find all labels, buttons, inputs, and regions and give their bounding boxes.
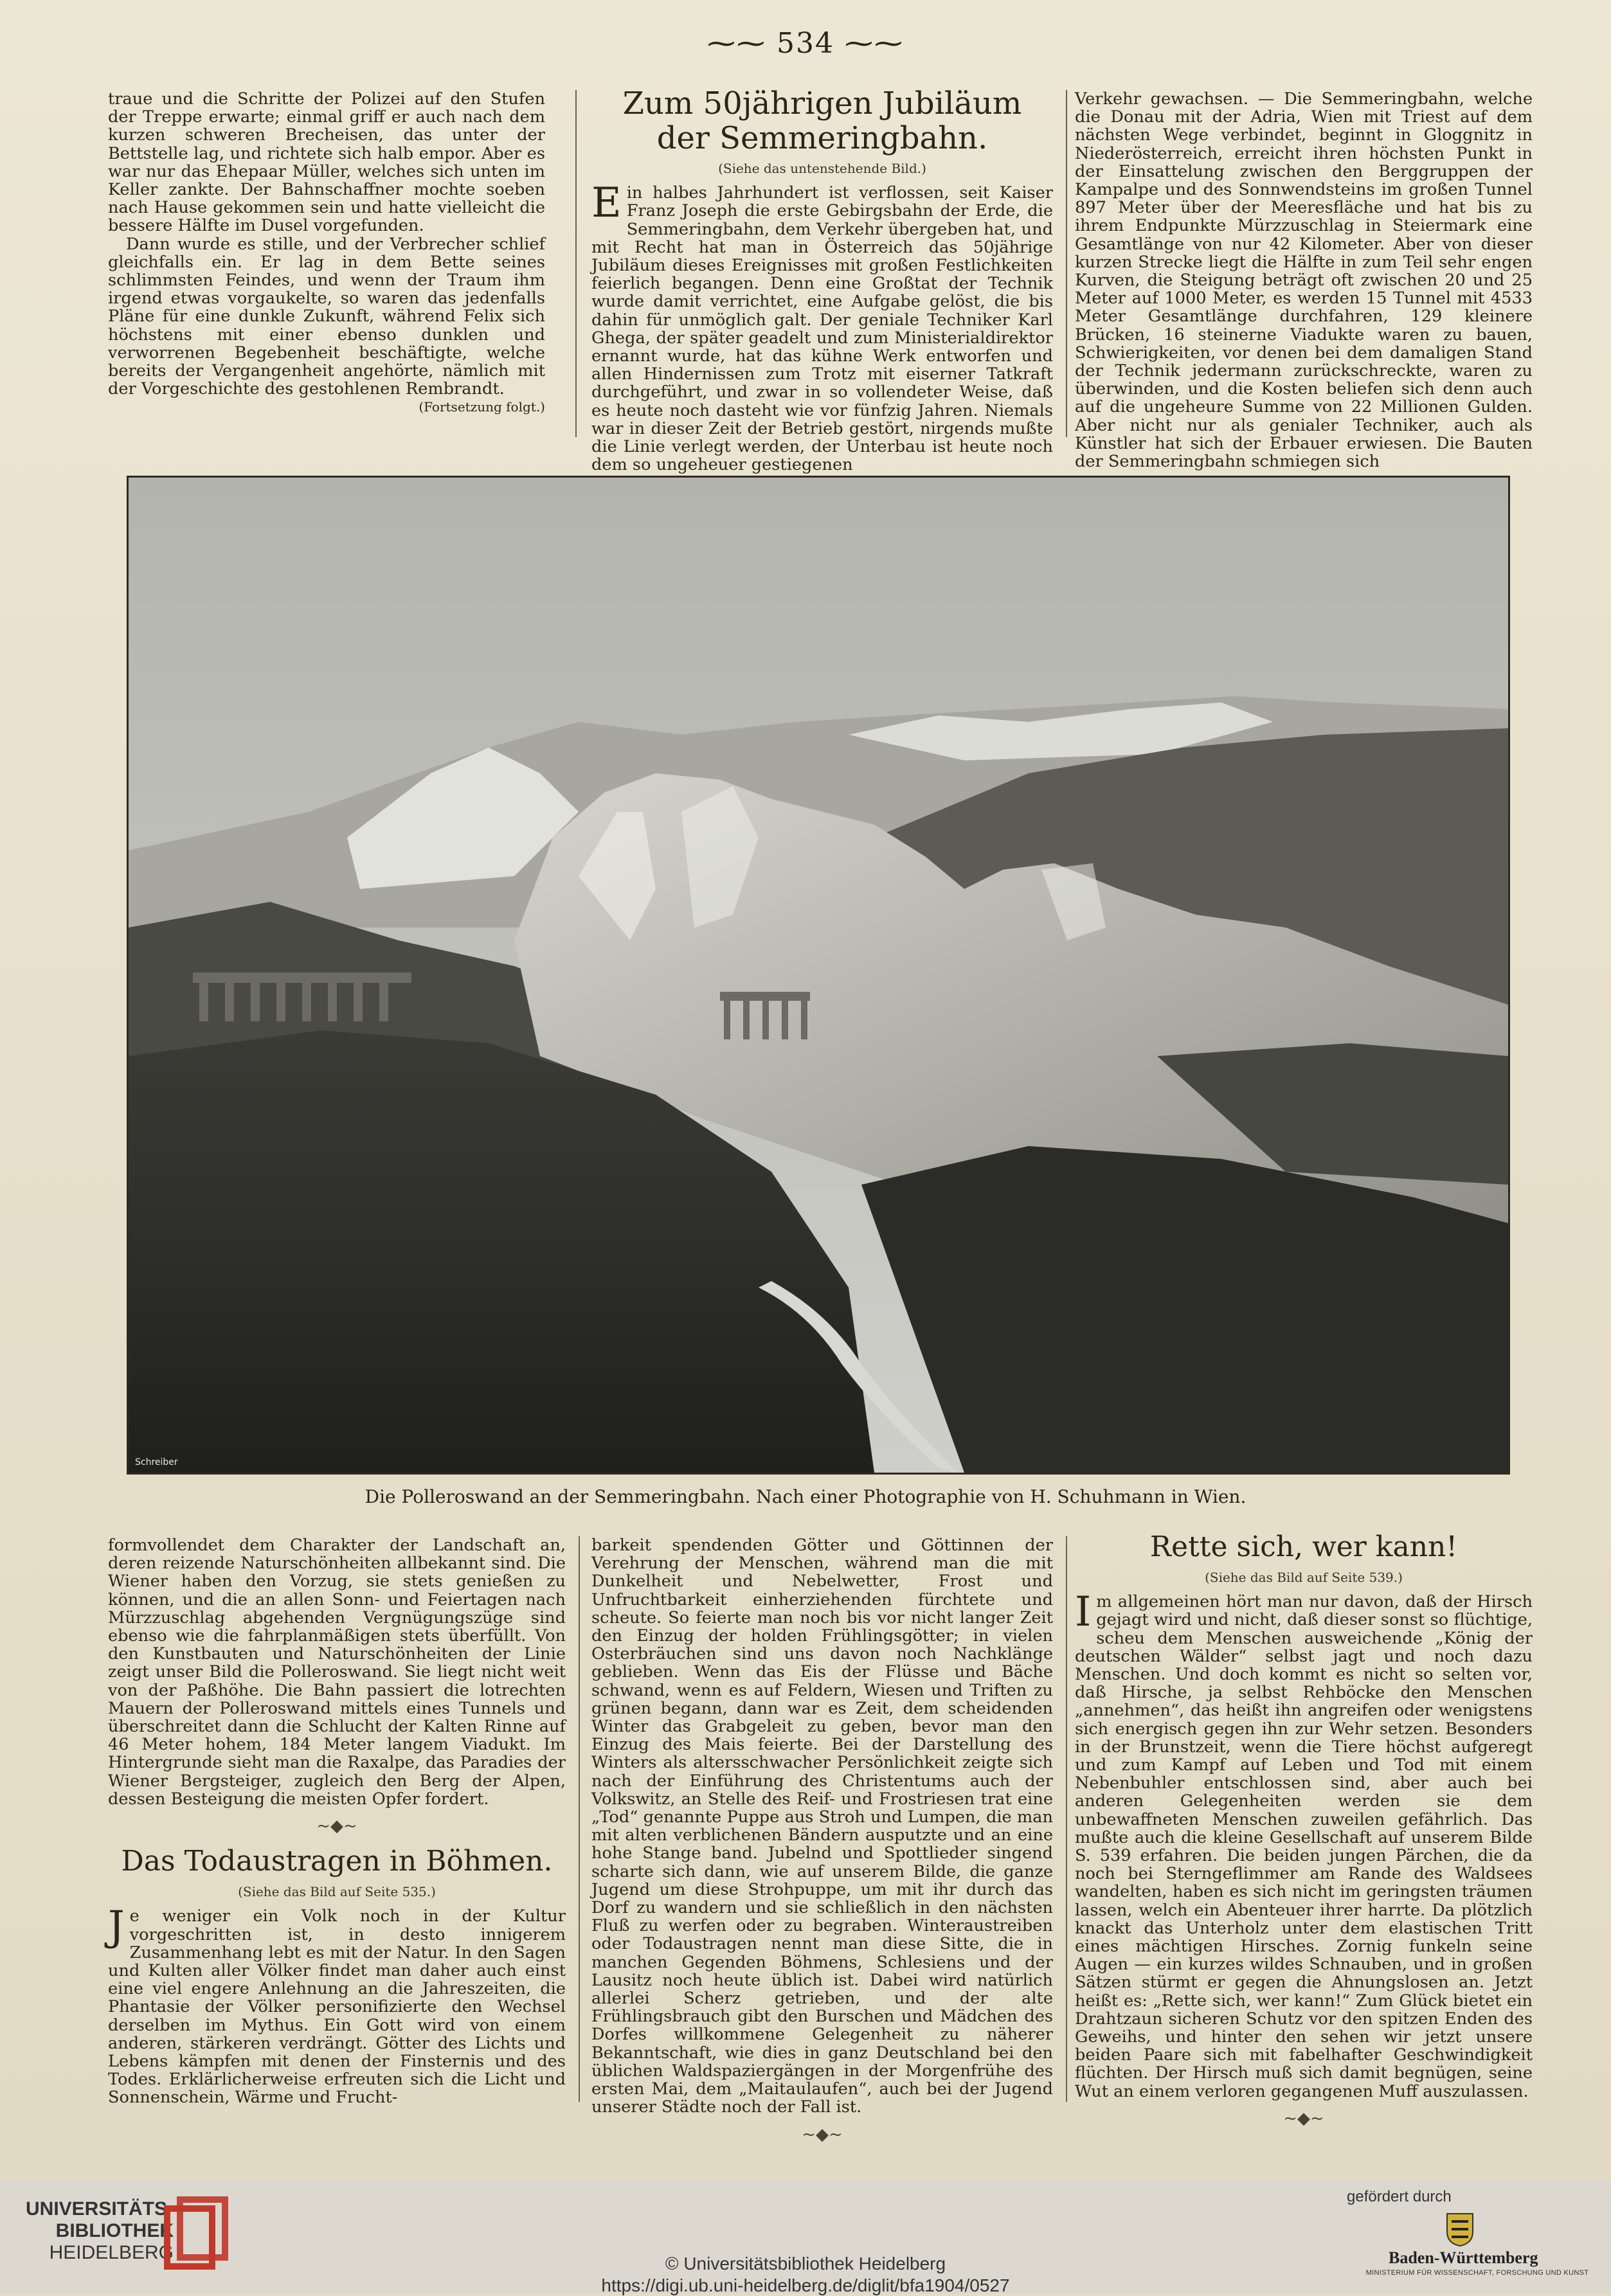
permalink-url[interactable]: https://digi.ub.uni-heidelberg.de/diglit/bfa1904/0527	[601, 2275, 1010, 2295]
dropcap: E	[591, 179, 622, 228]
funded-by-label: gefördert durch	[1347, 2188, 1452, 2205]
ornament-divider: ~◆~	[316, 1816, 357, 1836]
dropcap: I	[1075, 1588, 1092, 1637]
column-rule	[575, 90, 577, 437]
copyright-notice: © Universitätsbibliothek Heidelberg	[665, 2254, 946, 2274]
article-text: m allgemeinen hört man nur davon, daß der Hirsch gejagt wird und nicht, daß dieser sonst so flüchtige, scheu dem Menschen ausweichende „König der deutschen Wälder“ selbst jagt und noch dazu Menschen. Und doch kommt es nicht so selten vor, daß Hirsche, ja selbst Rehböcke den Menschen „annehmen“, das heißt ihn angreifen oder wenigstens sich energisch gegen ihn zur Wehr setzen. Besonders in der Brunstzeit, wenn die Tiere höchst aufgeregt und zum Kampf auf Leben und Tod mit einem Nebenbuhler entschlossen sind, aber auch bei anderen Gelegenheiten werden sie dem unbewaffneten Menschen zuweilen gefährlich. Das mußte auch die kleine Gesellschaft auf unserem Bilde S. 539 erfahren. Die beiden jungen Pärchen, die da noch bei Sterngeflimmer am Rande des Waldsees wandelten, haben es sich nicht im geringsten träumen lassen, welch ein Abenteuer ihrer harrte. Da plötzlich knackt das Unterholz unter dem elastischen Tritt eines mächtigen Hirsches. Zornig funkeln seine Augen — ein kurzes wildes Schnauben, und in großen Sätzen stürmt er gegen die Ahnungslosen an. Jetzt heißt es: „Rette sich, wer kann!“ Zum Glück bietet ein Drahtzaun sicheren Schutz vor den spitzen Enden des Geweihs, und hinter den sehen wir jetzt unsere beiden Paare sich mit fabelhafter Geschwindigkeit flüchten. Der Hirsch muß sich damit begnügen, seine Wut an einem verloren gegangenen Muff auszulassen.	[1075, 1592, 1533, 2101]
landscape-illustration	[129, 478, 1508, 1473]
column-top-left	[108, 90, 545, 417]
article-title-todaustragen: Das Todaustragen in Böhmen.	[121, 1845, 553, 1878]
ornament-left: ⁓⁓	[707, 27, 777, 60]
article-title-semmering: Zum 50jährigen Jubiläum der Semmeringbahn.	[622, 85, 1022, 156]
ornament-divider: ~◆~	[1283, 2108, 1324, 2128]
ornament-right: ⁓⁓	[834, 27, 904, 60]
article-title-rette: Rette sich, wer kann!	[1149, 1530, 1458, 1563]
coat-of-arms-icon	[1437, 2211, 1482, 2247]
see-note: (Siehe das untenstehende Bild.)	[718, 161, 926, 176]
column-rule	[579, 1536, 580, 2102]
page-number: ⁓⁓ 534 ⁓⁓	[707, 27, 904, 60]
library-logo-text[interactable]: UNIVERSITÄTS- BIBLIOTHEK HEIDELBERG	[25, 2198, 174, 2263]
continued-note: (Fortsetzung folgt.)	[419, 399, 545, 415]
funder-subtitle: MINISTERIUM FÜR WISSENSCHAFT, FORSCHUNG UND KUNST	[1365, 2269, 1589, 2277]
funder-name: Baden-Württemberg	[1389, 2248, 1538, 2267]
photo-caption: Die Polleroswand an der Semmeringbahn. Nach einer Photographie von H. Schuhmann in Wien.	[364, 1486, 1246, 1507]
ornament-divider: ~◆~	[802, 2124, 843, 2144]
photograph-polleroswand	[127, 476, 1510, 1475]
article-text: formvollendet dem Charakter der Landschaft an, deren reizende Naturschönheiten allbekannt sind. Die Wiener haben den Vorzug, sie stets genießen zu können, und die an allen Sonn- und Feiertagen nach Mürzzuschlag abgehenden Vergnügungszüge sind ebenso wie die fahrplanmäßigen stets überfüllt. Von den Kunstbauten und Naturschönheiten der Linie zeigt unser Bild die Polleroswand. Sie liegt nicht weit von der Paßhöhe. Die Bahn passiert die lotrechten Mauern der Polleroswand mittels eines Tunnels und überschreitet dann die Schlucht der Kalten Rinne auf 46 Meter hohem, 184 Meter langem Viadukt. Im Hintergrunde sieht man die Raxalpe, das Paradies der Wiener Bergsteiger, zugleich den Berg der Alpen, dessen Besteigung die meisten Opfer fordert.	[108, 1536, 566, 1809]
column-rule	[1066, 1536, 1067, 2102]
article-text: barkeit spendenden Götter und Göttinnen der Verehrung der Menschen, während man die mit Dunkelheit und Nebelwetter, Frost und Unfruchtbarkeit einherziehenden fürchtete und scheute. So feierte man noch bis vor nicht langer Zeit den Einzug der holden Frühlingsgötter; in vielen Osterbräuchen sind uns davon noch Nachklänge geblieben. Wenn das Eis der Flüsse und Bäche schwand, wenn es auf Feldern, Wiesen und Triften zu grünen begann, dann war es Zeit, dem scheidenden Winter das Grabgeleit zu geben, bevor man den Einzug des Mais feierte. Bei der Darstellung des Winters als altersschwacher Persönlichkeit zeigte sich nach der Einführung des Christentums auch der Volkswitz, an Stelle des Reif- und Frostriesen trat eine „Tod“ genannte Puppe aus Stroh und Lumpen, die man mit alten verblichenen Bändern ausputzte und an eine hohe Stange band. Jubelnd und Spottlieder singend scharte sich dann, wie auf unserem Bilde, die ganze Jugend um diese Strohpuppe, um mit ihr durch das Dorf zu wandern und sie schließlich in den nächsten Fluß zu werfen oder zu begraben. Winteraustreiben oder Todaustragen nennt man diese Sitte, die in manchen Gegenden Böhmens, Schlesiens und der Lausitz noch heute üblich ist. Dabei wird natürlich allerlei Scherz getrieben, und der alte Frühlingsbrauch gibt den Burschen und Mädchen des Dorfes willkommene Gelegenheit zu näherer Bekanntschaft, wie dies in ganz Deutschland bei den üblichen Waldspaziergängen in der Morgenfrühe des ersten Mai, dem „Maitaulaufen“, auch bei der Jugend unserer Städte noch der Fall ist.	[591, 1536, 1053, 2117]
paragraph: traue und die Schritte der Polizei auf den Stufen der Treppe erwarte; einmal griff er auch nach dem kurzen schweren Brecheisen, das unter der Bettstelle lag, und richtete sich halb empor. Aber es war nur das Ehepaar Müller, welches sich unten im Keller zankte. Der Bahnschaffner mochte soeben nach Hause gekommen sein und hatte vielleicht die bessere Hälfte im Dusel vorgefunden.	[108, 89, 545, 236]
photo-signature: Schreiber	[135, 1457, 178, 1467]
article-text: Verkehr gewachsen. — Die Semmeringbahn, welche die Donau mit der Adria, Wien mit Triest auf dem nächsten Wege verbindet, beginnt in Gloggnitz in Niederösterreich, erreicht ihren höchsten Punkt in der Einsattelung zwischen den Berggruppen der Kampalpe und des Sonnwendsteins im großen Tunnel 897 Meter über der Meeresfläche und hat bis zu ihrem Endpunkte Mürzzuschlag in Steiermark eine Gesamtlänge von nur 42 Kilometer. Aber von dieser kurzen Strecke liegt die Hälfte in zum Teil sehr engen Kurven, die Steigung beträgt oft zwischen 20 und 25 Meter auf 1000 Meter, es werden 15 Tunnel mit 4533 Meter Gesamtlänge durchfahren, 129 kleinere Brücken, 16 steinerne Viadukte waren zu bauen, Schwierigkeiten, vor denen bei dem damaligen Stand der Technik jedermann zurückschreckte, waren zu überwinden, und die Kosten beliefen sich denn auch auf die ungeheure Summe von 22 Millionen Gulden. Aber nicht nur als genialer Techniker, auch als Künstler hat sich der Erbauer erwiesen. Die Bauten der Semmeringbahn schmiegen sich	[1075, 89, 1533, 472]
article-text: in halbes Jahrhundert ist verflossen, seit Kaiser Franz Joseph die erste Gebirgsbahn der Erde, die Semmeringbahn, dem Verkehr übergeben hat, und mit Recht hat man in Österreich das 50jährige Jubiläum dieses Ereignisses mit großen Festlichkeiten feierlich begangen. Denn eine Großtat der Technik wurde damit verrichtet, eine Aufgabe gelöst, die bis dahin für unmöglich galt. Der geniale Techniker Karl Ghega, der später geadelt und zum Ministerialdirektor ernannt wurde, hat das kühne Werk entworfen und allen Hindernissen zum Trotz mit eiserner Tatkraft durchgeführt, und zwar in so vollendeter Weise, daß es heute noch dasteht wie vor fünfzig Jahren. Niemals war in dieser Zeit der Betrieb gestört, nirgends mußte die Linie verlegt werden, der Unterbau ist heute noch dem so ungeheuer gestiegenen	[591, 183, 1053, 475]
column-top-right	[1075, 90, 1533, 471]
column-bottom-right	[1075, 1530, 1533, 2137]
column-rule	[1066, 90, 1067, 437]
dropcap: J	[108, 1903, 125, 1951]
paragraph: Dann wurde es stille, und der Verbrecher schlief gleichfalls ein. Er lag in dem Bette seines schlimmsten Feindes, und wenn der Traum ihm irgend etwas vorgaukelte, so waren das jedenfalls Pläne für eine dunkle Zukunft, während Felix sich höchstens mit einer ebenso dunklen und verworrenen Begebenheit beschäftigte, welche bereits der Vergangenheit angehörte, nämlich mit der Vorgeschichte des gestohlenen Rembrandt.	[108, 234, 545, 399]
column-bottom-left	[108, 1536, 566, 2107]
column-top-middle	[591, 86, 1053, 474]
column-bottom-middle	[591, 1536, 1053, 2153]
see-note: (Siehe das Bild auf Seite 535.)	[238, 1884, 436, 1900]
article-text: e weniger ein Volk noch in der Kultur vorgeschritten ist, in desto innigerem Zusammenhang lebt es mit der Natur. In den Sagen und Kulten aller Völker findet man daher auch einst eine viel engere Anlehnung an die Jahreszeiten, die Phantasie der Völker personifizierte den Wechsel derselben im Mythus. Ein Gott wird von einem anderen, stärkeren verdrängt. Götter des Lichts und Lebens kämpfen mit denen der Finsternis und des Todes. Erklärlicherweise erfreuten sich die Licht und Sonnenschein, Wärme und Frucht-	[108, 1906, 566, 2108]
see-note: (Siehe das Bild auf Seite 539.)	[1205, 1570, 1403, 1585]
